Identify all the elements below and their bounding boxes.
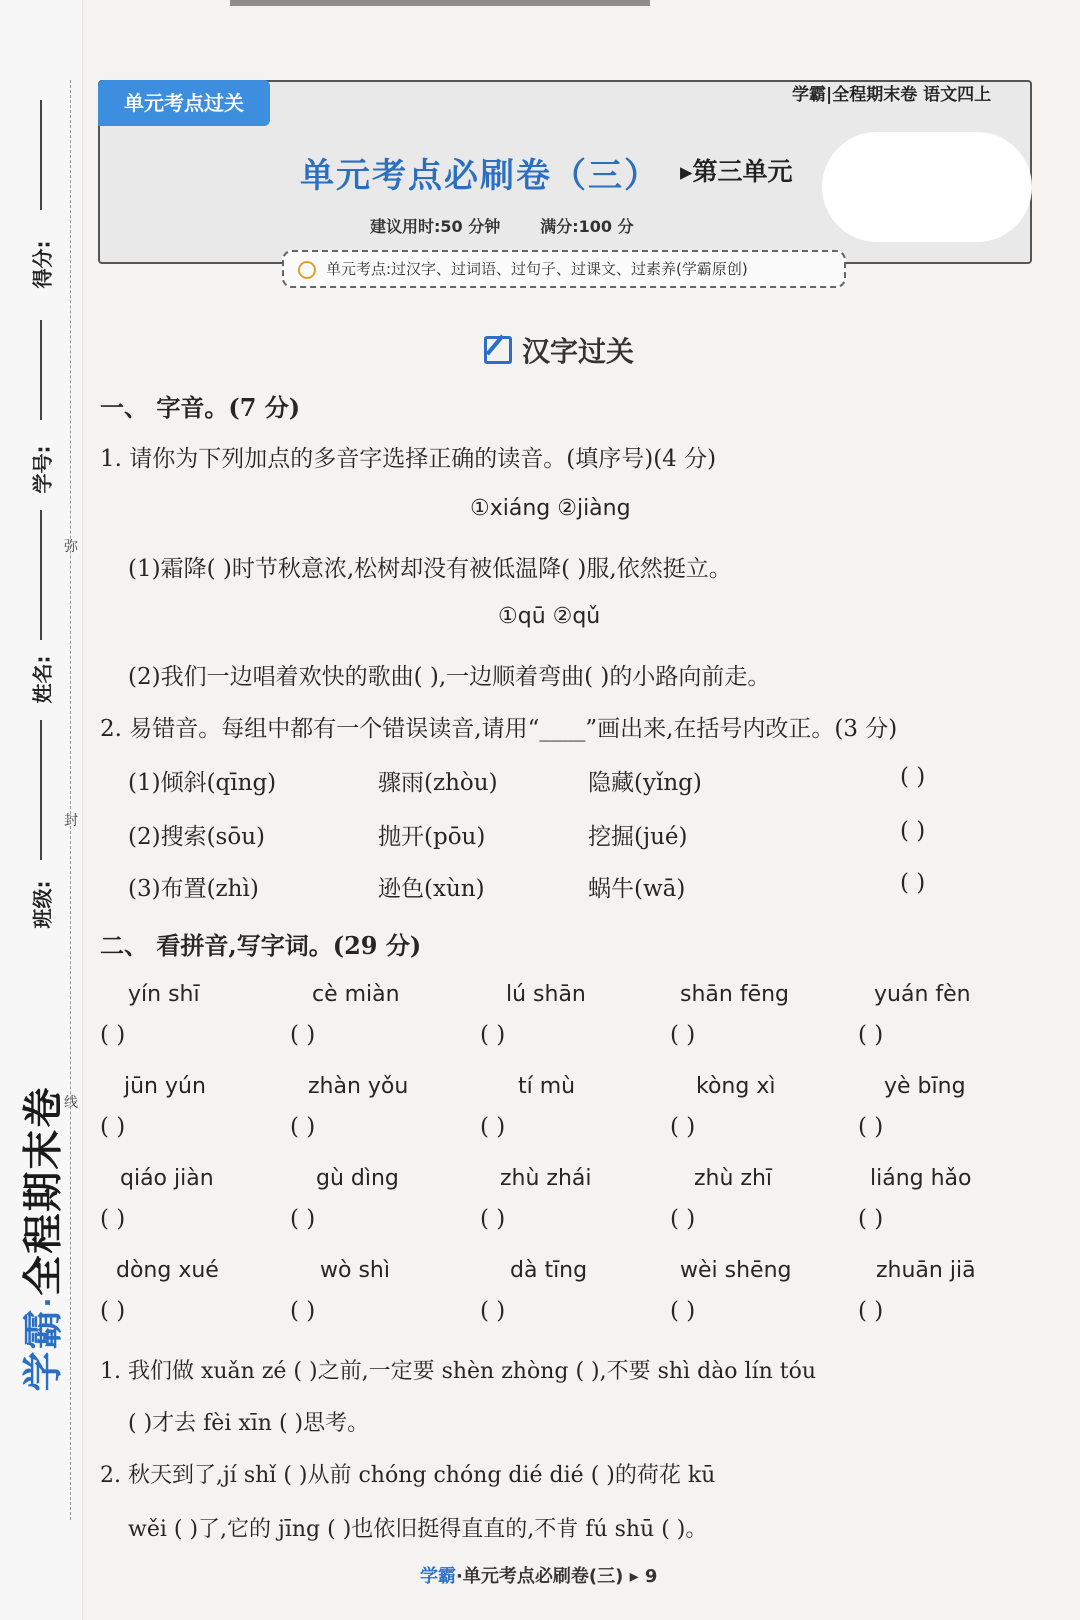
- pinyin-r2-c5: yè bīng: [884, 1074, 966, 1099]
- pencil-icon: [484, 336, 512, 364]
- q2-row3-answer[interactable]: ( ): [900, 870, 926, 896]
- q2-stem: 2. 易错音。每组中都有一个错误读音,请用“____”画出来,在括号内改正。(3 分): [100, 716, 898, 742]
- answer-box[interactable]: ( ): [480, 1022, 506, 1048]
- part2-title: 二、 看拼音,写字词。(29 分): [100, 931, 422, 960]
- q2-row1-c: 隐藏(yǐng): [588, 770, 702, 796]
- answer-box[interactable]: ( ): [858, 1206, 884, 1232]
- pinyin-r3-c3: zhù zhái: [500, 1166, 592, 1191]
- pinyin-r4-c5: zhuān jiā: [876, 1258, 976, 1283]
- answer-box[interactable]: ( ): [290, 1022, 316, 1048]
- q2-row1-a: (1)倾斜(qīng): [128, 770, 277, 796]
- key-points-box: [282, 250, 846, 288]
- unit-label: ▸第三单元: [680, 157, 793, 186]
- footer-title: ·单元考点必刷卷(三): [456, 1566, 624, 1587]
- pinyin-r1-c3: lú shān: [506, 982, 586, 1007]
- side-brand-series: 全程期末卷: [20, 1085, 67, 1296]
- section-heading: 汉字过关: [484, 330, 634, 370]
- pinyin-r4-c2: wò shì: [320, 1258, 390, 1283]
- pinyin-r4-c4: wèi shēng: [680, 1258, 792, 1283]
- time-suggest: 建议用时:50 分钟: [370, 217, 501, 236]
- answer-box[interactable]: ( ): [480, 1206, 506, 1232]
- lightbulb-icon: [298, 261, 316, 279]
- full-score: 满分:100 分: [540, 217, 634, 236]
- pinyin-r1-c1: yín shī: [128, 982, 200, 1007]
- pinyin-r1-c2: cè miàn: [312, 982, 400, 1007]
- q2-row2-a: (2)搜索(sōu): [128, 824, 265, 850]
- score-line: [40, 100, 42, 210]
- answer-box[interactable]: ( ): [100, 1114, 126, 1140]
- pinyin-r2-c3: tí mù: [518, 1074, 576, 1099]
- answer-box[interactable]: ( ): [290, 1114, 316, 1140]
- page-number: ▸ 9: [629, 1566, 658, 1587]
- exam-meta: [370, 214, 674, 237]
- answer-box[interactable]: ( ): [670, 1206, 696, 1232]
- q2-row2-c: 挖掘(jué): [588, 824, 688, 850]
- q2-row1-b: 骤雨(zhòu): [378, 770, 498, 796]
- score-label: 得分:: [30, 240, 55, 289]
- student-id-label: 学号:: [30, 445, 55, 494]
- answer-box[interactable]: ( ): [100, 1022, 126, 1048]
- pinyin-r2-c4: kòng xì: [696, 1074, 776, 1099]
- page-top-edge: [230, 0, 650, 6]
- pinyin-r3-c4: zhù zhī: [694, 1166, 773, 1191]
- sentence2-line1: 2. 秋天到了,jí shǐ ( )从前 chóng chóng dié dié ( )的荷花 kū: [100, 1463, 716, 1488]
- header-tag: 单元考点过关: [98, 80, 270, 126]
- answer-box[interactable]: ( ): [100, 1206, 126, 1232]
- side-brand-name: 学霸: [20, 1307, 67, 1392]
- part1-title: 一、 字音。(7 分): [100, 393, 301, 422]
- name-label: 姓名:: [30, 655, 55, 704]
- answer-box[interactable]: ( ): [670, 1114, 696, 1140]
- q1-options-b: ①qū ②qǔ: [498, 604, 601, 629]
- q2-row3-a: (3)布置(zhì): [128, 876, 259, 902]
- page-footer: [420, 1562, 657, 1588]
- pinyin-r3-c5: liáng hǎo: [870, 1166, 972, 1191]
- footer-brand: 学霸: [420, 1566, 456, 1587]
- class-label: 班级:: [30, 880, 55, 929]
- q2-row2-answer[interactable]: ( ): [900, 818, 926, 844]
- q1-line2: (2)我们一边唱着欢快的歌曲( ),一边顺着弯曲( )的小路向前走。: [128, 664, 771, 690]
- answer-box[interactable]: ( ): [858, 1298, 884, 1324]
- pinyin-r2-c2: zhàn yǒu: [308, 1074, 409, 1099]
- pinyin-r3-c2: gù dìng: [316, 1166, 399, 1191]
- pinyin-r2-c1: jūn yún: [124, 1074, 206, 1099]
- pinyin-r3-c1: qiáo jiàn: [120, 1166, 214, 1191]
- pinyin-r1-c4: shān fēng: [680, 982, 790, 1007]
- pinyin-r1-c5: yuán fèn: [874, 982, 971, 1007]
- q2-row1-answer[interactable]: ( ): [900, 764, 926, 790]
- q2-row2-b: 抛开(pōu): [378, 824, 486, 850]
- name-line: [40, 720, 42, 860]
- side-brand: [0, 990, 82, 1510]
- answer-box[interactable]: ( ): [858, 1022, 884, 1048]
- q2-row3-c: 蜗牛(wā): [588, 876, 686, 902]
- answer-box[interactable]: ( ): [480, 1114, 506, 1140]
- q1-stem: 1. 请你为下列加点的多音字选择正确的读音。(填序号)(4 分): [100, 446, 717, 472]
- pinyin-r4-c1: dòng xué: [116, 1258, 219, 1283]
- key-points-text: 单元考点:过汉字、过词语、过句子、过课文、过素养(学霸原创): [326, 260, 748, 278]
- sentence1-line1: 1. 我们做 xuǎn zé ( )之前,一定要 shèn zhòng ( ),不要 shì dào lín tóu: [100, 1359, 817, 1384]
- page-title: 单元考点必刷卷（三）: [300, 156, 660, 196]
- pinyin-r4-c3: dà tīng: [510, 1258, 588, 1283]
- seal-char-mi: 弥: [64, 539, 78, 555]
- sentence2-line2: wěi ( )了,它的 jīng ( )也依旧挺得直直的,不肯 fú shū ( )。: [128, 1517, 708, 1542]
- answer-box[interactable]: ( ): [670, 1022, 696, 1048]
- side-brand-sep: ·: [33, 1295, 64, 1308]
- answer-box[interactable]: ( ): [290, 1206, 316, 1232]
- q1-options-a: ①xiáng ②jiàng: [470, 496, 631, 521]
- answer-box[interactable]: ( ): [100, 1298, 126, 1324]
- seal-char-xian: 线: [64, 1095, 78, 1111]
- q2-row3-b: 逊色(xùn): [378, 876, 485, 902]
- answer-box[interactable]: ( ): [670, 1298, 696, 1324]
- answer-box[interactable]: ( ): [480, 1298, 506, 1324]
- answer-box[interactable]: ( ): [290, 1298, 316, 1324]
- sentence1-line2: ( )才去 fèi xīn ( )思考。: [128, 1411, 370, 1436]
- id-line: [40, 510, 42, 640]
- q1-line1: (1)霜降( )时节秋意浓,松树却没有被低温降( )服,依然挺立。: [128, 556, 732, 582]
- id-line-top: [40, 320, 42, 420]
- redaction-blob: [822, 132, 1032, 242]
- seal-char-feng: 封: [64, 813, 78, 829]
- header-series: 学霸|全程期末卷 语文四上: [792, 85, 992, 105]
- answer-box[interactable]: ( ): [858, 1114, 884, 1140]
